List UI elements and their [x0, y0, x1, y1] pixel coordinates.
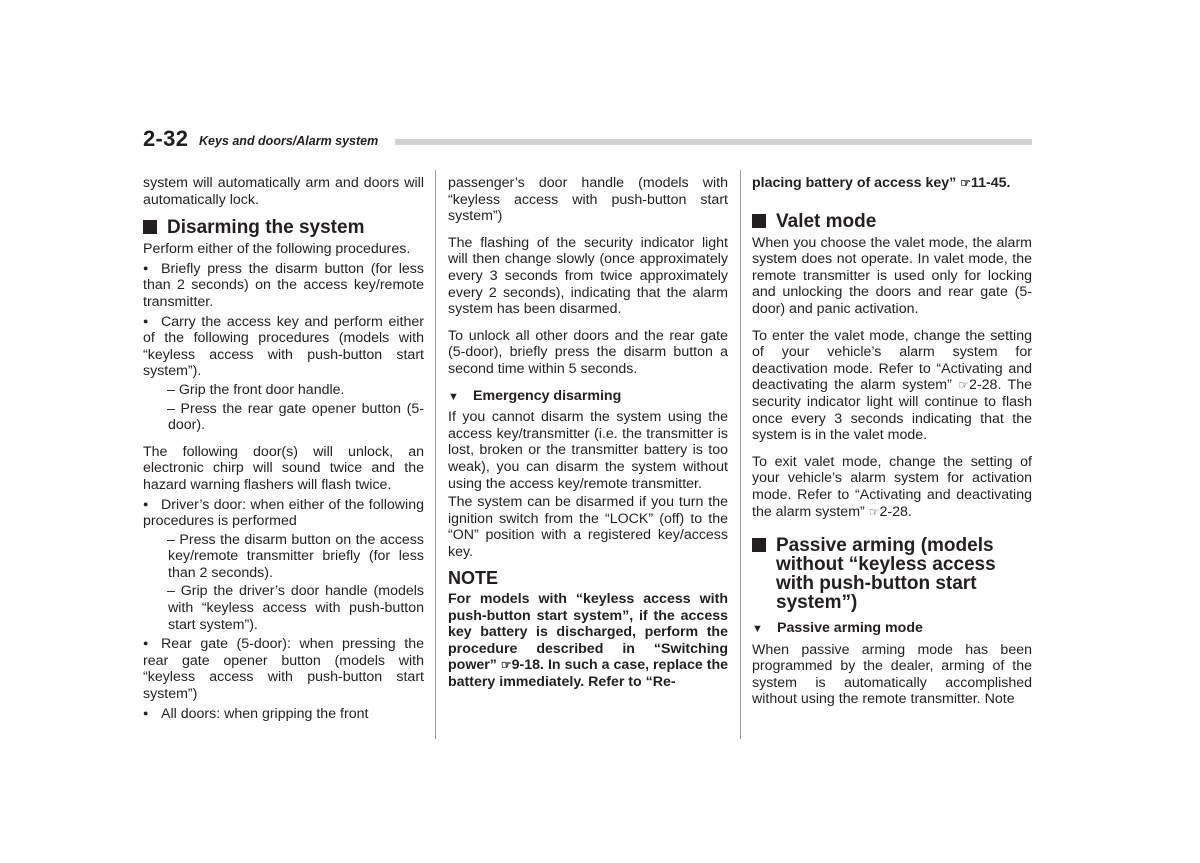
- page-ref-icon: ☞: [958, 378, 970, 393]
- bullet-text: Briefly press the disarm button (for less than 2 seconds) on the access key/remote transmitter.: [143, 260, 424, 310]
- down-triangle-icon: ▼: [448, 390, 459, 403]
- page-header: [143, 126, 1032, 152]
- paragraph: The system can be disarmed if you turn the ignition switch from the “LOCK” (off) to the “ON” position with a registered key/access key.: [448, 494, 728, 560]
- bullet-item: [143, 705, 424, 723]
- bullet-text: Driver’s door: when either of the following procedures is performed: [143, 496, 424, 530]
- section-title: Keys and doors/Alarm system: [199, 134, 379, 148]
- sub-item: – Press the rear gate opener button (5-door).: [167, 400, 424, 434]
- bullet-item: [143, 260, 424, 311]
- section-square-icon: [752, 538, 766, 552]
- bullet-icon: ●: [143, 638, 149, 649]
- column-divider: [435, 170, 436, 739]
- page-ref[interactable]: 9-18: [511, 657, 541, 674]
- sub-item: – Grip the front door handle.: [167, 381, 345, 398]
- heading-text: Valet mode: [776, 210, 877, 232]
- paragraph: To unlock all other doors and the rear gate (5-door), briefly press the disarm button a second time within 5 seconds.: [448, 327, 728, 377]
- page-ref[interactable]: 2-28: [879, 503, 908, 520]
- paragraph: [752, 454, 1032, 520]
- subheading-emergency: [448, 388, 728, 406]
- paragraph: The flashing of the security indicator light will then change slowly (once approximately every 3 seconds from twice approximately every 2 seconds), indicating that the alarm system has been disarmed.: [448, 234, 728, 318]
- punctuation: .: [1006, 175, 1011, 191]
- bullet-item: [143, 496, 424, 530]
- down-triangle-icon: ▼: [752, 623, 763, 636]
- page-ref-icon: ☞: [868, 504, 880, 519]
- bullet-icon: ●: [143, 262, 149, 273]
- column-2: [448, 175, 728, 691]
- column-1: [143, 175, 424, 724]
- sub-item: – Grip the driver’s door handle (models with “keyless access with push-button start system”).: [167, 583, 424, 633]
- section-square-icon: [143, 220, 157, 234]
- section-square-icon: [752, 214, 766, 228]
- text: To enter the valet mode, change the setting of your vehicle’s alarm system for deactivation mode. Refer to “Activating and deactivating the alarm system”: [752, 327, 1032, 394]
- bullet-icon: ●: [143, 315, 149, 326]
- heading-text: Disarming the system: [167, 217, 365, 239]
- note-text: placing battery of access key”: [752, 175, 957, 191]
- page-ref[interactable]: 11-45: [970, 175, 1007, 191]
- subheading-text: Passive arming mode: [777, 620, 923, 637]
- column-divider: [740, 170, 741, 739]
- bullet-item: [143, 635, 424, 702]
- heading-passive-arming: [752, 536, 1032, 612]
- page-ref-icon: ☞: [500, 658, 512, 673]
- paragraph: When passive arming mode has been programmed by the dealer, arming of the system is automatically accomplished without using the remote transmitter. Note: [752, 641, 1032, 708]
- bullet-text: Carry the access key and perform either of the following procedures (models with “keyless access with push-button start system”).: [143, 313, 424, 380]
- header-rule: [395, 139, 1032, 145]
- bullet-icon: ●: [143, 498, 149, 509]
- paragraph: The following door(s) will unlock, an electronic chirp will sound twice and the hazard warning flashers will flash twice.: [143, 443, 424, 493]
- paragraph: [752, 328, 1032, 444]
- text: .: [907, 503, 912, 520]
- page-ref-icon: ☞: [960, 176, 971, 190]
- page-number: 2-32: [143, 126, 189, 151]
- note-continuation: [752, 175, 1032, 192]
- page-ref[interactable]: 2-28: [969, 377, 998, 394]
- heading-disarming: [143, 218, 424, 237]
- heading-text: Passive arming (models without “keyless access with push-button start system”): [776, 535, 996, 614]
- paragraph: When you choose the valet mode, the alarm system does not operate. In valet mode, the remote transmitter is used only for locking and unlocking the doors and rear gate (5-door) and panic activation.: [752, 234, 1032, 317]
- bullet-text: All doors: when gripping the front: [161, 705, 369, 722]
- note-label: NOTE: [448, 568, 499, 589]
- paragraph: Perform either of the following procedures.: [143, 241, 411, 258]
- bullet-icon: ●: [143, 707, 149, 718]
- bullet-item: [143, 313, 424, 380]
- heading-valet: [752, 212, 1032, 231]
- paragraph: If you cannot disarm the system using the access key/transmitter (i.e. the transmitter is lost, broken or the transmitter battery is too weak), you can disarm the system without using the access key/remote transmitter.: [448, 409, 728, 492]
- note-text-a: For models with “keyless access with push-button start system”, if the access key battery is discharged, perform the procedure described in “Switching power”: [448, 591, 728, 674]
- text: To exit valet mode, change the setting of your vehicle’s alarm system for activation mode. Refer to “Activating and deactivating the alarm system”: [752, 453, 1032, 520]
- subheading-text: Emergency disarming: [473, 387, 622, 404]
- note-text-b: . In such a case, replace the battery immediately. Refer to “Re-: [448, 657, 728, 691]
- note-text: [448, 591, 728, 691]
- text: . The security indicator light will continue to flash once every 3 seconds indicating that the system is in the valet mode.: [752, 377, 1032, 444]
- subheading-passive-mode: [752, 620, 1032, 638]
- sub-item: – Press the disarm button on the access key/remote transmitter briefly (for less than 2 seconds).: [167, 531, 424, 581]
- bullet-text: Rear gate (5-door): when pressing the rear gate opener button (models with “keyless access with push-button start system”): [143, 636, 424, 703]
- column-3: [752, 175, 1032, 718]
- paragraph: system will automatically arm and doors will automatically lock.: [143, 175, 424, 208]
- paragraph: passenger’s door handle (models with “keyless access with push-button start system”): [448, 175, 728, 225]
